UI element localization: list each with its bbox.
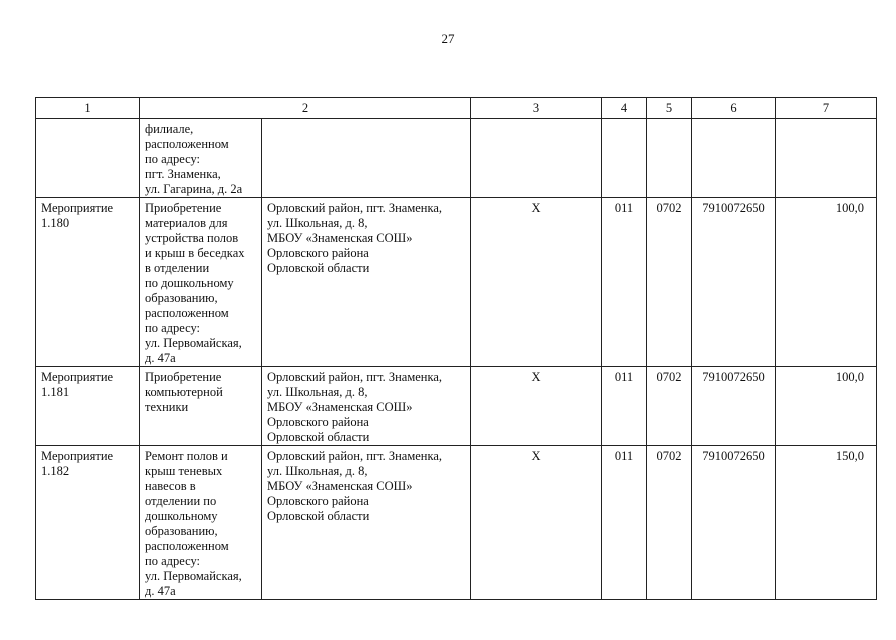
x-cell bbox=[471, 119, 602, 198]
code6-cell: 7910072650 bbox=[692, 446, 776, 600]
code6-cell: 7910072650 bbox=[692, 198, 776, 367]
code4-cell: 011 bbox=[602, 446, 647, 600]
table-header-row bbox=[36, 98, 877, 119]
value-cell: 100,0 bbox=[776, 198, 877, 367]
header-cell-6: 6 bbox=[692, 98, 776, 119]
table-row bbox=[36, 367, 877, 446]
header-cell-4: 4 bbox=[602, 98, 647, 119]
address-cell: Орловский район, пгт. Знаменка, ул. Школьная, д. 8, МБОУ «Знаменская СОШ» Орловского района Орловской области bbox=[262, 198, 471, 367]
table-row bbox=[36, 446, 877, 600]
address-cell: Орловский район, пгт. Знаменка, ул. Школьная, д. 8, МБОУ «Знаменская СОШ» Орловского района Орловской области bbox=[262, 446, 471, 600]
name-cell: Приобретение материалов для устройства полов и крыш в беседках в отделении по дошкольному образованию, расположенном по адресу: ул. Первомайская, д. 47а bbox=[140, 198, 262, 367]
budget-table bbox=[35, 97, 877, 600]
name-cell: Ремонт полов и крыш теневых навесов в отделении по дошкольному образованию, расположенном по адресу: ул. Первомайская, д. 47а bbox=[140, 446, 262, 600]
event-cell: Мероприятие 1.181 bbox=[36, 367, 140, 446]
code4-cell: 011 bbox=[602, 367, 647, 446]
x-cell: Х bbox=[471, 367, 602, 446]
code5-cell: 0702 bbox=[647, 198, 692, 367]
event-cell: Мероприятие 1.182 bbox=[36, 446, 140, 600]
header-cell-5: 5 bbox=[647, 98, 692, 119]
header-cell-2: 2 bbox=[140, 98, 471, 119]
name-cell: Приобретение компьютерной техники bbox=[140, 367, 262, 446]
value-cell: 100,0 bbox=[776, 367, 877, 446]
table-row bbox=[36, 198, 877, 367]
x-cell: Х bbox=[471, 198, 602, 367]
header-cell-1: 1 bbox=[36, 98, 140, 119]
code6-cell: 7910072650 bbox=[692, 367, 776, 446]
code4-cell bbox=[602, 119, 647, 198]
event-cell bbox=[36, 119, 140, 198]
code5-cell bbox=[647, 119, 692, 198]
event-cell: Мероприятие 1.180 bbox=[36, 198, 140, 367]
code5-cell: 0702 bbox=[647, 446, 692, 600]
address-cell bbox=[262, 119, 471, 198]
address-cell: Орловский район, пгт. Знаменка, ул. Школьная, д. 8, МБОУ «Знаменская СОШ» Орловского района Орловской области bbox=[262, 367, 471, 446]
header-cell-3: 3 bbox=[471, 98, 602, 119]
value-cell: 150,0 bbox=[776, 446, 877, 600]
header-cell-7: 7 bbox=[776, 98, 877, 119]
table-row bbox=[36, 119, 877, 198]
page-number: 27 bbox=[441, 31, 455, 46]
code4-cell: 011 bbox=[602, 198, 647, 367]
value-cell bbox=[776, 119, 877, 198]
x-cell: Х bbox=[471, 446, 602, 600]
name-cell: филиале, расположенном по адресу: пгт. Знаменка, ул. Гагарина, д. 2а bbox=[140, 119, 262, 198]
code6-cell bbox=[692, 119, 776, 198]
code5-cell: 0702 bbox=[647, 367, 692, 446]
